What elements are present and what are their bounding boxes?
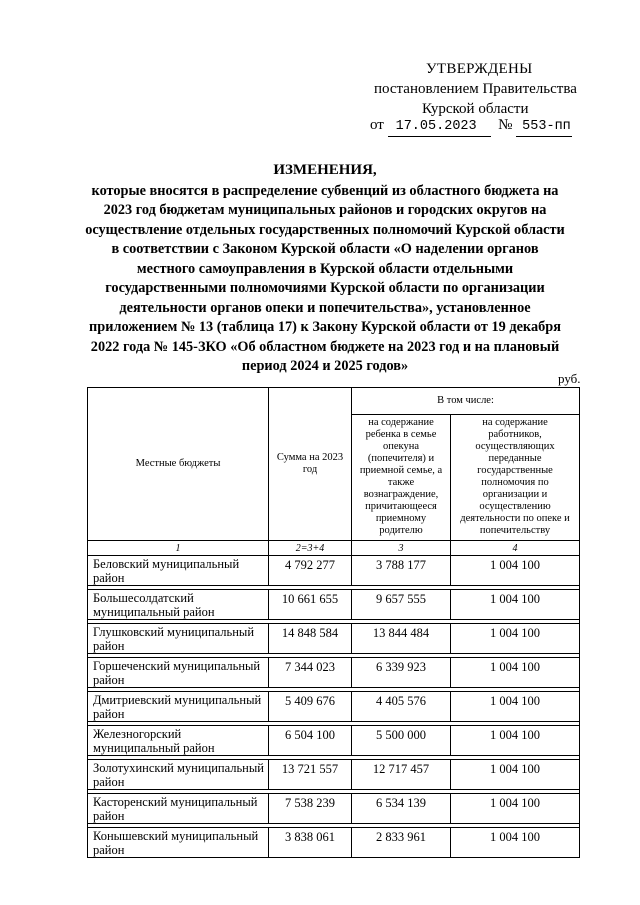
- staff-support-cell: 1 004 100: [451, 760, 580, 790]
- staff-support-cell: 1 004 100: [451, 794, 580, 824]
- staff-support-cell: 1 004 100: [451, 692, 580, 722]
- col-number: 3: [352, 541, 451, 556]
- total-cell: 14 848 584: [269, 624, 352, 654]
- table-row: [88, 590, 580, 620]
- col-number: 1: [88, 541, 269, 556]
- staff-support-cell: 1 004 100: [451, 624, 580, 654]
- approval-region: Курской области: [422, 101, 529, 117]
- table-row: [88, 556, 580, 586]
- total-cell: 7 344 023: [269, 658, 352, 688]
- child-support-cell: 13 844 484: [352, 624, 451, 654]
- child-support-cell: 6 339 923: [352, 658, 451, 688]
- total-cell: 7 538 239: [269, 794, 352, 824]
- budget-name-cell: Золотухинский муниципальный район: [88, 760, 269, 790]
- budget-name-cell: Горшеченский муниципальный район: [88, 658, 269, 688]
- budget-name-cell: Беловский муниципальный район: [88, 556, 269, 586]
- staff-support-cell: 1 004 100: [451, 658, 580, 688]
- child-support-cell: 6 534 139: [352, 794, 451, 824]
- child-support-cell: 5 500 000: [352, 726, 451, 756]
- table-row: [88, 726, 580, 756]
- number-prefix: №: [498, 117, 513, 133]
- table-row: [88, 658, 580, 688]
- total-cell: 3 838 061: [269, 828, 352, 858]
- header-total: Сумма на 2023 год: [269, 388, 352, 541]
- col-number: 4: [451, 541, 580, 556]
- budget-name-cell: Конышевский муниципальный район: [88, 828, 269, 858]
- table-row: [88, 624, 580, 654]
- document-heading: ИЗМЕНЕНИЯ,: [273, 162, 377, 178]
- child-support-cell: 2 833 961: [352, 828, 451, 858]
- child-support-cell: 4 405 576: [352, 692, 451, 722]
- document-title: [82, 161, 568, 377]
- budget-name-cell: Глушковский муниципальный район: [88, 624, 269, 654]
- budget-name-cell: Большесолдатский муниципальный район: [88, 590, 269, 620]
- header-staff-support: на содержание работников, осуществляющих переданные государственные полномочия по организации и осуществлению деятельности по опеке и попечительству: [451, 415, 580, 541]
- budget-name-cell: Дмитриевский муниципальный район: [88, 692, 269, 722]
- approval-title: УТВЕРЖДЕНЫ: [426, 61, 533, 77]
- total-cell: 4 792 277: [269, 556, 352, 586]
- staff-support-cell: 1 004 100: [451, 828, 580, 858]
- header-group: В том числе:: [352, 388, 580, 415]
- subsidy-table: [87, 387, 580, 858]
- table-row: [88, 828, 580, 858]
- header-child-support: на содержание ребенка в семье опекуна (попечителя) и приемной семье, а также вознаграждение, причитающееся приемному родителю: [352, 415, 451, 541]
- total-cell: 13 721 557: [269, 760, 352, 790]
- table-row: [88, 794, 580, 824]
- total-cell: 6 504 100: [269, 726, 352, 756]
- header-budgets: Местные бюджеты: [88, 388, 269, 541]
- approval-authority: постановлением Правительства: [374, 81, 577, 97]
- budget-name-cell: Касторенский муниципальный район: [88, 794, 269, 824]
- approval-number: 553-пп: [516, 117, 572, 137]
- date-prefix: от: [370, 117, 384, 133]
- approval-date-row: [370, 116, 572, 137]
- staff-support-cell: 1 004 100: [451, 590, 580, 620]
- table-row: [88, 760, 580, 790]
- document-subject: которые вносятся в распределение субвенций из областного бюджета на 2023 год бюджетам муниципальных районов и городских округов на осуществление отдельных государственных полномочий Курской области в соответствии с Законом Курской области «О наделении органов местного самоуправления в Курской области отдельными государственными полномочиями Курской области по организации деятельности органов опеки и попечительства», установленное приложением № 13 (таблица 17) к Закону Курской области от 19 декабря 2022 года № 145-ЗКО «Об областном бюджете на 2023 год и на плановый период 2024 и 2025 годов»: [85, 182, 565, 374]
- col-number: 2=3+4: [269, 541, 352, 556]
- numbering-row: [88, 541, 580, 556]
- staff-support-cell: 1 004 100: [451, 726, 580, 756]
- child-support-cell: 9 657 555: [352, 590, 451, 620]
- total-cell: 10 661 655: [269, 590, 352, 620]
- table-row: [88, 692, 580, 722]
- table-body: [88, 556, 580, 858]
- currency-unit: руб.: [558, 371, 581, 386]
- budget-name-cell: Железногорский муниципальный район: [88, 726, 269, 756]
- child-support-cell: 3 788 177: [352, 556, 451, 586]
- approval-date: 17.05.2023: [388, 117, 491, 137]
- child-support-cell: 12 717 457: [352, 760, 451, 790]
- staff-support-cell: 1 004 100: [451, 556, 580, 586]
- total-cell: 5 409 676: [269, 692, 352, 722]
